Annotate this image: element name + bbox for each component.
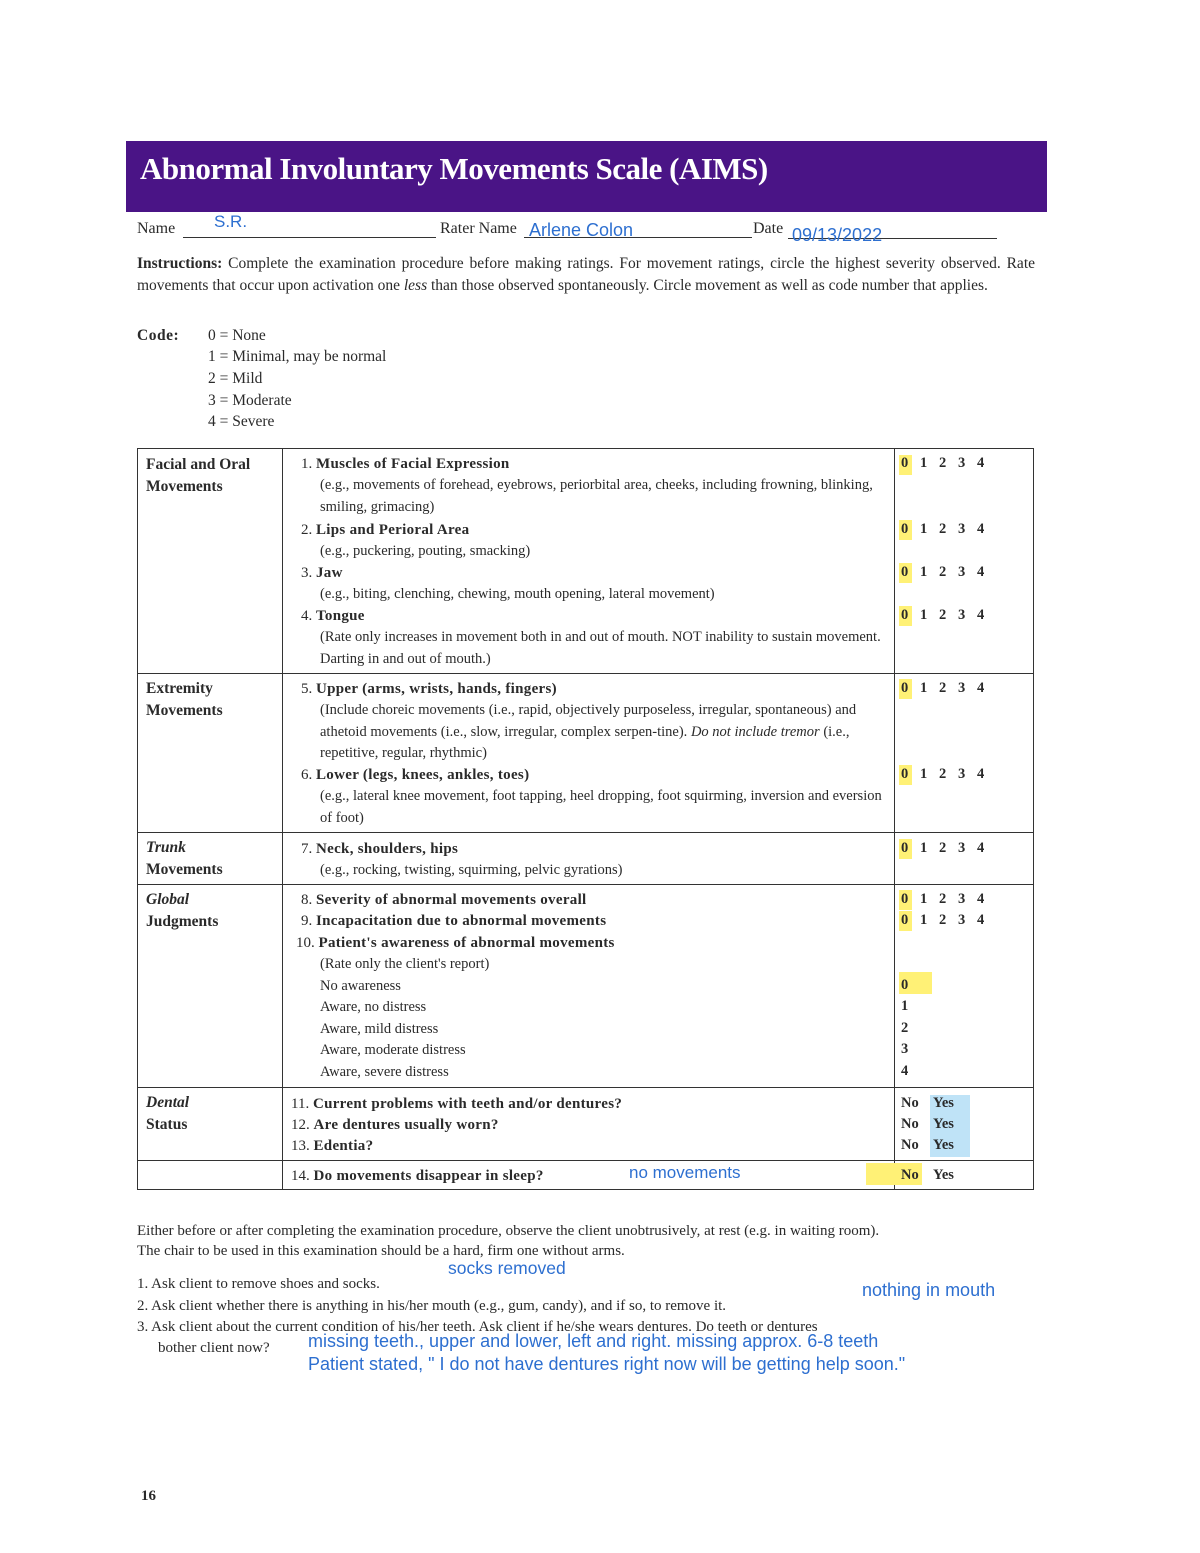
score-scale[interactable]: 0 1 2 3 4 [901, 840, 985, 856]
row-divider [138, 884, 1033, 885]
page-number: 16 [141, 1488, 156, 1504]
date-label: Date [753, 220, 784, 237]
procedure-step-3-cont: bother client now? [158, 1340, 270, 1356]
awareness-code[interactable]: 3 [901, 1041, 909, 1057]
instructions: Instructions: Complete the examination procedure before making ratings. For movement ratings, circle the highest severity observed. Rate movements that occur upon activation one less than those observed spontaneously. Circle movement as well as code number that applies. [137, 255, 1035, 294]
awareness-option: Aware, mild distress [320, 1021, 439, 1037]
awareness-code[interactable]: 2 [901, 1020, 909, 1036]
score-scale[interactable]: 0 1 2 3 4 [901, 766, 985, 782]
category-global: Global [146, 891, 190, 908]
item-5-desc: (Include choreic movements (i.e., rapid, objectively purposeless, irregular, spontaneous) and athetoid movements (i.e., slow, irregular, complex serpen-tine). Do not include tremor (i.e., repetitive, regular, rhythmic) [320, 702, 857, 761]
score-scale[interactable]: 0 1 2 3 4 [901, 891, 985, 907]
category-global-2: Judgments [146, 913, 219, 930]
item-7-desc: (e.g., rocking, twisting, squirming, pelvic gyrations) [320, 862, 623, 878]
procedure-step-1: 1. Ask client to remove shoes and socks. [137, 1276, 380, 1292]
item-4-desc: (Rate only increases in movement both in and out of mouth. NOT inability to sustain movement. Darting in and out of mouth.) [320, 629, 881, 667]
item-2-desc: (e.g., puckering, pouting, smacking) [320, 543, 531, 559]
item-9: 9. Incapacitation due to abnormal movements [301, 913, 607, 929]
score-scale[interactable]: 0 1 2 3 4 [901, 607, 985, 623]
instructions-lead: Instructions: [137, 255, 223, 272]
item-6: 6. Lower (legs, knees, ankles, toes) [301, 767, 530, 783]
code-item: 3 = Moderate [208, 392, 292, 409]
awareness-option: Aware, no distress [320, 999, 427, 1015]
item-2: 2. Lips and Perioral Area [301, 522, 470, 538]
row-divider [138, 1087, 1033, 1088]
awareness-option: Aware, severe distress [320, 1064, 449, 1080]
page-title: Abnormal Involuntary Movements Scale (AIMS) [140, 151, 768, 186]
item-13: 13. Edentia? [291, 1138, 374, 1154]
item-5: 5. Upper (arms, wrists, hands, fingers) [301, 681, 557, 697]
item-3-desc: (e.g., biting, clenching, chewing, mouth opening, lateral movement) [320, 586, 715, 602]
item-7: 7. Neck, shoulders, hips [301, 841, 459, 857]
procedure-intro-2: The chair to be used in this examination should be a hard, firm one without arms. [137, 1243, 625, 1259]
category-extremity: Extremity Movements [146, 680, 223, 719]
col-divider [894, 449, 895, 1189]
code-item: 1 = Minimal, may be normal [208, 348, 387, 365]
score-scale[interactable]: 0 1 2 3 4 [901, 455, 985, 471]
awareness-code[interactable]: 4 [901, 1063, 909, 1079]
score-scale[interactable]: 0 1 2 3 4 [901, 912, 985, 928]
row-divider [138, 673, 1033, 674]
awareness-code[interactable]: 0 [901, 977, 909, 993]
item-3: 3. Jaw [301, 565, 343, 581]
note-teeth: missing teeth., upper and lower, left and right. missing approx. 6-8 teeth [308, 1331, 879, 1351]
code-item: 4 = Severe [208, 413, 275, 430]
item-8: 8. Severity of abnormal movements overall [301, 892, 587, 908]
note-mouth: nothing in mouth [862, 1280, 996, 1300]
item-1-desc: (e.g., movements of forehead, eyebrows, periorbital area, cheeks, including frowning, blinking, smiling, grimacing) [320, 477, 873, 515]
aims-table [137, 448, 1034, 1190]
yes-no-answer[interactable]: No Yes [901, 1095, 954, 1111]
score-scale[interactable]: 0 1 2 3 4 [901, 680, 985, 696]
title-bar [126, 141, 1047, 212]
col-divider [282, 449, 283, 1189]
procedure-step-3: 3. Ask client about the current condition of his/her teeth. Ask client if he/she wears dentures. Do teeth or dentures [137, 1319, 818, 1335]
item-6-desc: (e.g., lateral knee movement, foot tapping, heel dropping, foot squirming, inversion and eversion of foot) [320, 788, 882, 826]
sleep-note: no movements [629, 1163, 741, 1182]
rater-label: Rater Name [440, 220, 517, 237]
category-trunk: Trunk [146, 839, 186, 856]
category-dental-2: Status [146, 1116, 188, 1133]
name-value: S.R. [214, 212, 248, 231]
row-divider [138, 832, 1033, 833]
name-label: Name [137, 220, 176, 237]
category-facial: Facial and Oral Movements [146, 456, 251, 495]
category-trunk-2: Movements [146, 861, 223, 878]
date-value: 09/13/2022 [792, 225, 883, 245]
awareness-option: No awareness [320, 978, 401, 994]
note-teeth-2: Patient stated, " I do not have dentures right now will be getting help soon." [308, 1354, 906, 1374]
procedure-step-2: 2. Ask client whether there is anything in his/her mouth (e.g., gum, candy), and if so, to remove it. [137, 1298, 727, 1314]
score-scale[interactable]: 0 1 2 3 4 [901, 564, 985, 580]
item-1: 1. Muscles of Facial Expression [301, 456, 510, 472]
code-item: 0 = None [208, 327, 266, 344]
awareness-option: Aware, moderate distress [320, 1042, 466, 1058]
code-item: 2 = Mild [208, 370, 263, 387]
rater-value: Arlene Colon [529, 220, 634, 240]
item-10-desc: (Rate only the client's report) [320, 956, 490, 972]
awareness-code[interactable]: 1 [901, 998, 909, 1014]
category-dental: Dental [146, 1094, 190, 1111]
item-4: 4. Tongue [301, 608, 365, 624]
item-11: 11. Current problems with teeth and/or dentures? [291, 1096, 623, 1112]
item-10: 10. Patient's awareness of abnormal movements [296, 935, 615, 951]
item-12: 12. Are dentures usually worn? [291, 1117, 499, 1133]
procedure-intro: Either before or after completing the examination procedure, observe the client unobtrusively, at rest (e.g. in waiting room). [137, 1223, 880, 1239]
item-14: 14. Do movements disappear in sleep? [291, 1168, 544, 1184]
note-socks: socks removed [448, 1258, 566, 1278]
name-underline [183, 237, 436, 238]
yes-no-answer[interactable]: No Yes [901, 1116, 954, 1132]
yes-no-answer[interactable]: No Yes [901, 1167, 954, 1183]
row-divider [138, 1160, 1033, 1161]
score-scale[interactable]: 0 1 2 3 4 [901, 521, 985, 537]
yes-no-answer[interactable]: No Yes [901, 1137, 954, 1153]
code-label: Code: [137, 327, 180, 344]
